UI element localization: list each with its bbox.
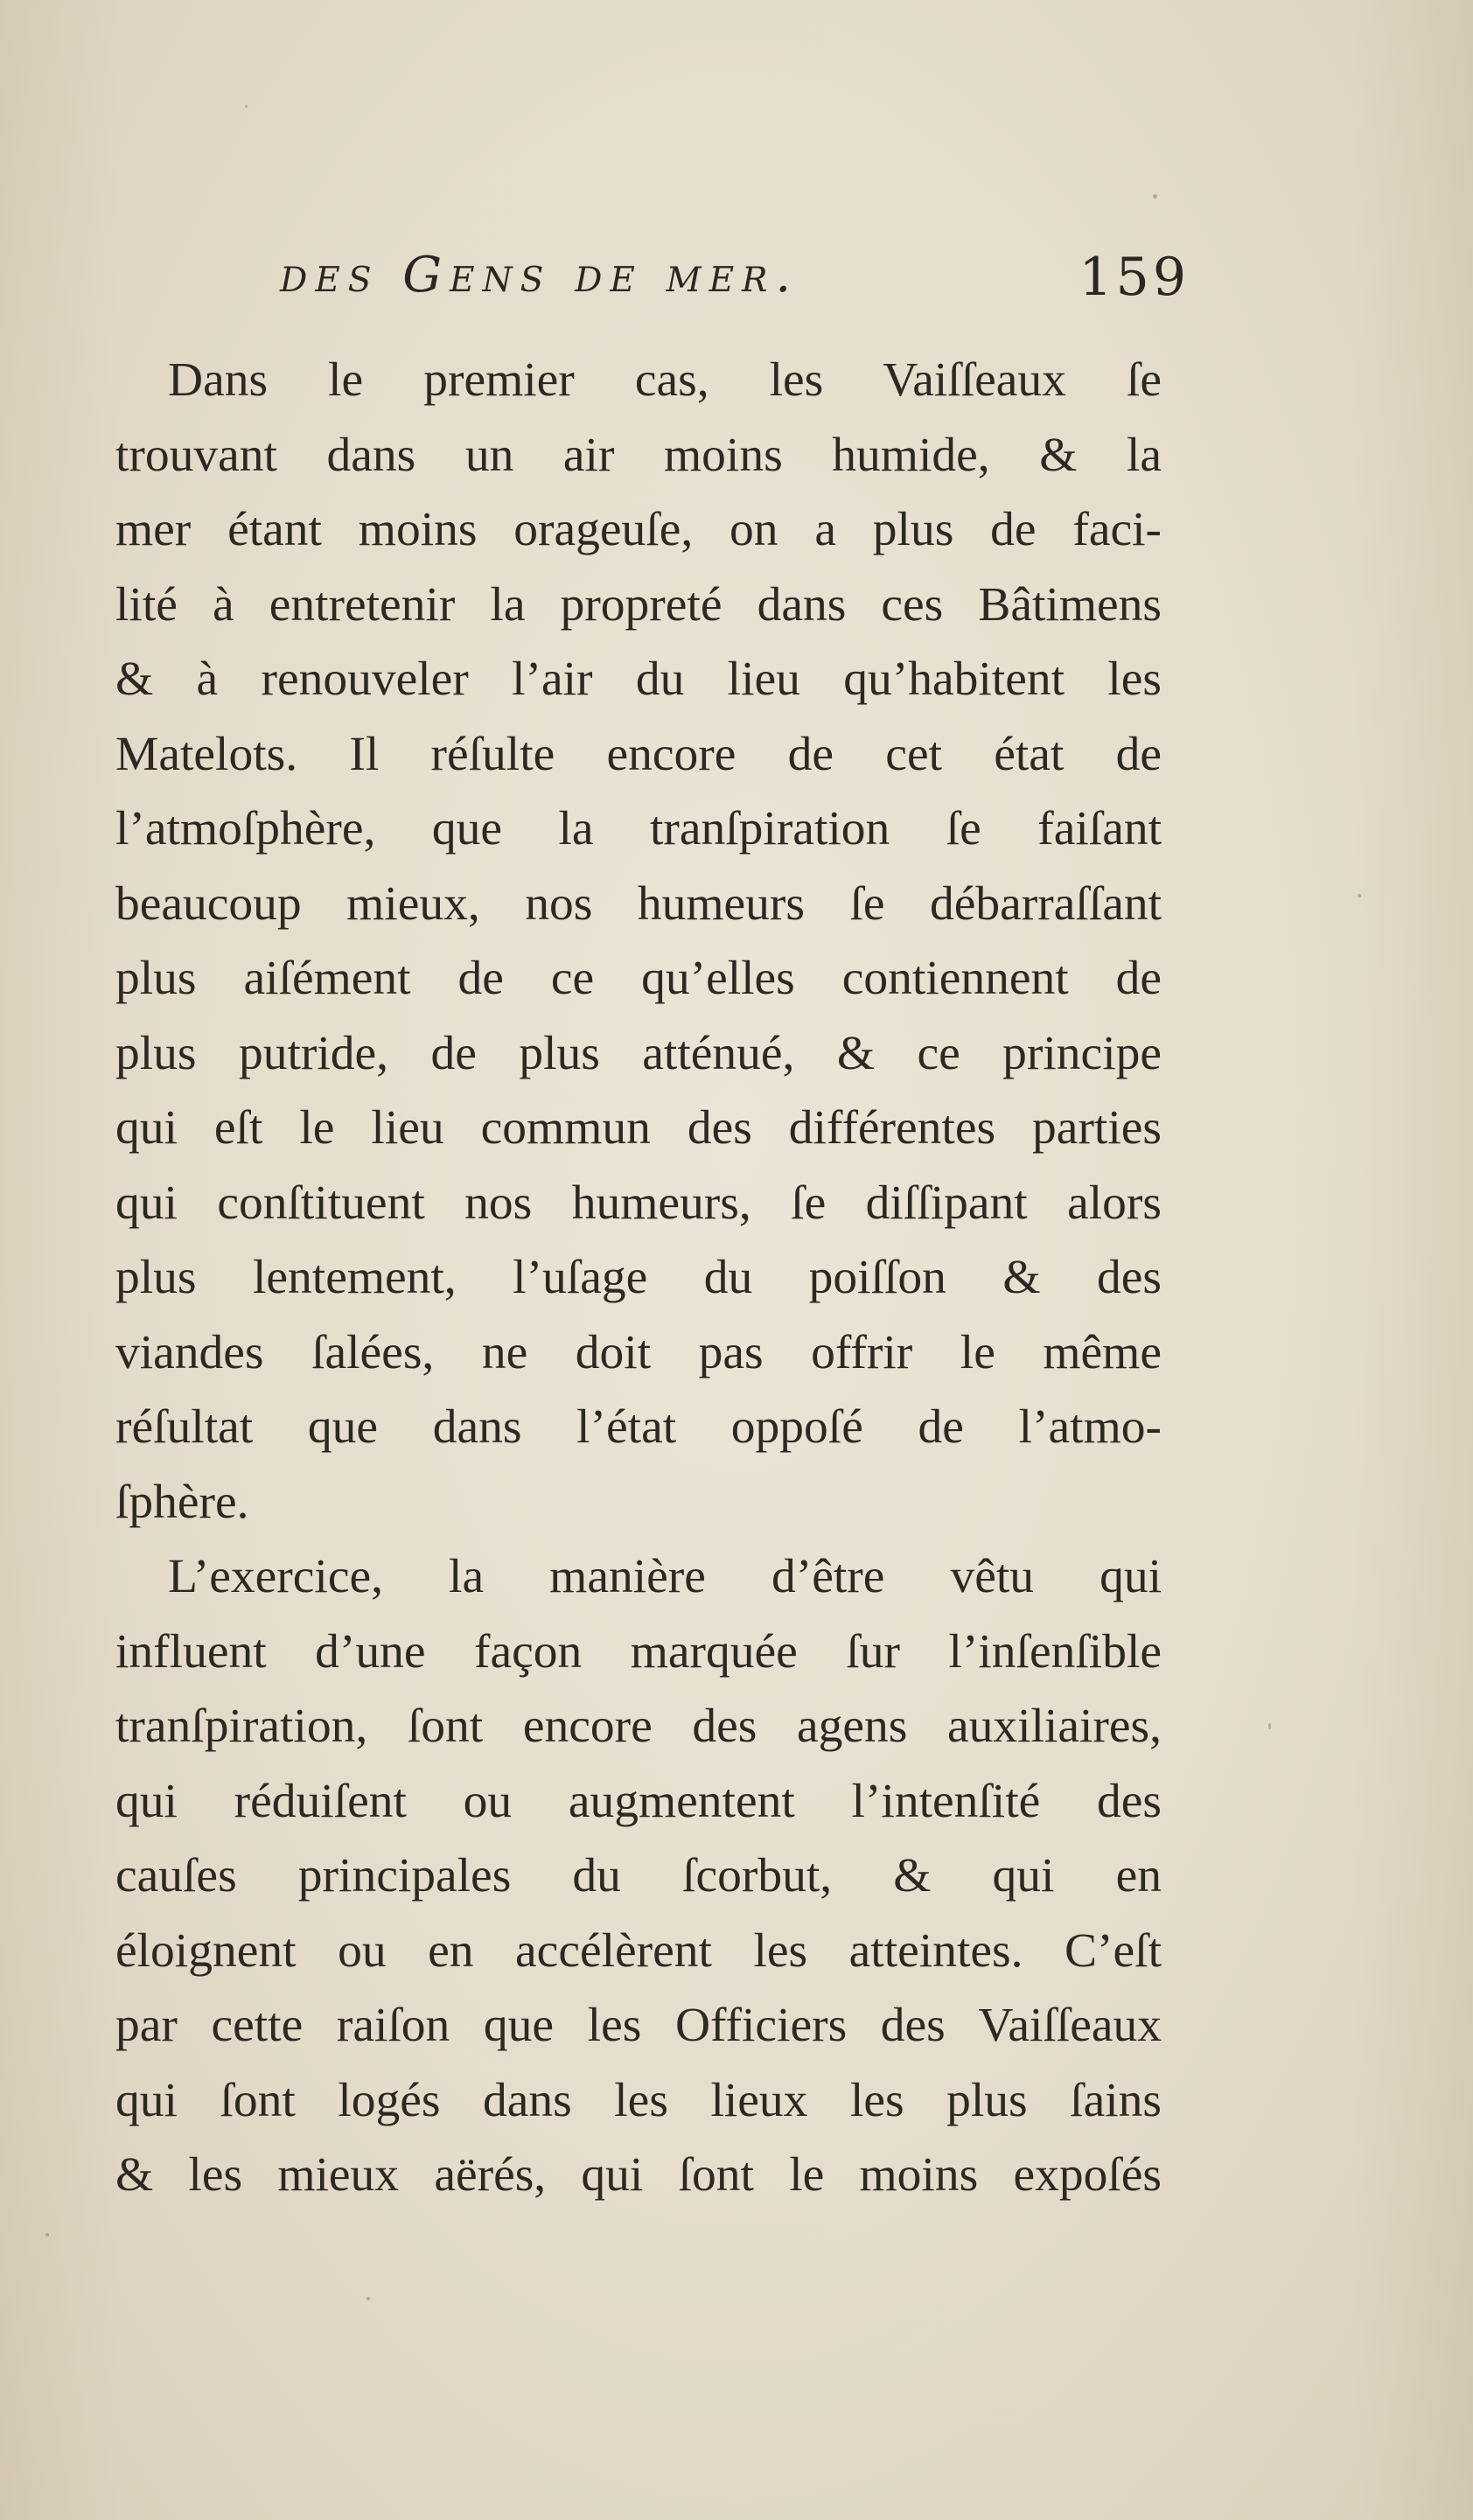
text-line: tranſpiration, ſont encore des agens auxiliaires, bbox=[115, 1700, 1162, 1753]
text-line: cauſes principales du ſcorbut, & qui en bbox=[115, 1849, 1162, 1902]
text-line: par cette raiſon que les Officiers des Vaiſſeaux bbox=[115, 1999, 1162, 2052]
paper-speck bbox=[1268, 1723, 1271, 1729]
text-line: & les mieux aërés, qui ſont le moins expoſés bbox=[115, 2148, 1162, 2202]
body-text bbox=[115, 343, 1162, 2213]
text-line: Matelots. Il réſulte encore de cet état de bbox=[115, 727, 1162, 781]
text-line: qui réduiſent ou augmentent l’intenſité des bbox=[115, 1774, 1162, 1828]
text-line: viandes ſalées, ne doit pas offrir le même bbox=[115, 1325, 1162, 1379]
text-line: plus putride, de plus atténué, & ce principe bbox=[115, 1026, 1162, 1080]
text-line: qui ſont logés dans les lieux les plus ſains bbox=[115, 2073, 1162, 2127]
text-line: & à renouveler l’air du lieu qu’habitent les bbox=[115, 653, 1162, 706]
text-line: ſphère. bbox=[115, 1475, 249, 1529]
page-header bbox=[280, 247, 1190, 317]
text-line: lité à entretenir la propreté dans ces Bâtimens bbox=[115, 577, 1162, 632]
paper-speck bbox=[45, 2233, 49, 2237]
text-line: plus lentement, l’uſage du poiſſon & des bbox=[115, 1251, 1162, 1304]
text-line: réſultat que dans l’état oppoſé de l’atmo- bbox=[115, 1400, 1162, 1454]
paper-speck bbox=[1358, 894, 1361, 897]
paper-speck bbox=[367, 2297, 370, 2300]
text-line: Dans le premier cas, les Vaiſſeaux ſe bbox=[168, 353, 1162, 407]
text-line: plus aiſément de ce qu’elles contiennent de bbox=[115, 952, 1162, 1005]
text-line: qui conſtituent nos humeurs, ſe diſſipant alors bbox=[115, 1176, 1162, 1230]
paper-speck bbox=[245, 105, 248, 108]
paper-speck bbox=[1153, 194, 1157, 199]
text-line: qui eſt le lieu commun des différentes parties bbox=[115, 1101, 1162, 1155]
text-line: L’exercice, la manière d’être vêtu qui bbox=[168, 1550, 1162, 1603]
page-number: 159 bbox=[1079, 247, 1190, 308]
text-line: influent d’une façon marquée ſur l’inſenſible bbox=[115, 1624, 1162, 1679]
text-line: beaucoup mieux, nos humeurs ſe débarraſſant bbox=[115, 876, 1162, 931]
text-line: éloignent ou en accélèrent les atteintes. C’eſt bbox=[115, 1923, 1162, 1978]
text-line: mer étant moins orageuſe, on a plus de faci- bbox=[115, 503, 1162, 556]
text-line: l’atmoſphère, que la tranſpiration ſe faiſant bbox=[115, 802, 1162, 855]
text-line: trouvant dans un air moins humide, & la bbox=[115, 428, 1162, 482]
running-title: des Gens de mer. bbox=[280, 247, 799, 304]
